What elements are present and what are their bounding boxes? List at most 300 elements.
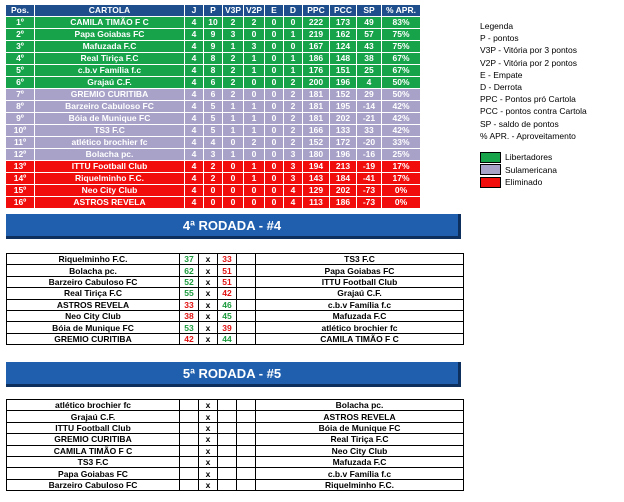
standings-cell: 0: [265, 113, 284, 125]
standings-cell: 0: [265, 185, 284, 197]
standings-cell: 42%: [382, 113, 421, 125]
standings-row: [6, 125, 421, 137]
standings-cell: 181: [303, 101, 330, 113]
standings-cell: 5: [204, 125, 223, 137]
standings-cell: 3: [244, 41, 265, 53]
vs-separator: x: [199, 479, 218, 490]
standings-header-cell: CARTOLA: [35, 5, 185, 17]
legend-swatch: [480, 164, 501, 175]
standings-cell: 3: [284, 161, 303, 173]
vs-separator: x: [199, 468, 218, 479]
standings-cell: 4: [185, 161, 204, 173]
standings-cell: 4: [204, 137, 223, 149]
away-team: Grajaú C.F.: [256, 288, 464, 299]
standings-cell: 1: [223, 125, 244, 137]
standings-cell: 67%: [382, 65, 421, 77]
standings-cell: 1: [244, 161, 265, 173]
standings-cell: 43: [357, 41, 382, 53]
standings-cell: Riquelminho F.C.: [35, 173, 185, 185]
standings-cell: 129: [303, 185, 330, 197]
legend-item: V3P - Vitória por 3 pontos: [480, 45, 578, 56]
round4-games-table: [6, 253, 464, 345]
legend-color-label: Eliminado: [505, 177, 543, 188]
away-team: Papa Goiabas FC: [256, 265, 464, 276]
legend-swatch: [480, 152, 501, 163]
standings-cell: 0: [265, 29, 284, 41]
standings-cell: -19: [357, 161, 382, 173]
standings-cell: 2: [284, 101, 303, 113]
home-score: 33: [180, 299, 199, 310]
standings-cell: 172: [330, 137, 357, 149]
standings-cell: 2: [223, 17, 244, 29]
home-score: [180, 434, 199, 445]
standings-cell: Barzeiro Cabuloso FC: [35, 101, 185, 113]
legend-color-row: [480, 176, 557, 189]
standings-cell: 196: [330, 149, 357, 161]
standings-header-row: [6, 5, 421, 17]
game-row: [7, 456, 464, 467]
standings-cell: -14: [357, 101, 382, 113]
standings-cell: 4: [185, 65, 204, 77]
away-team: TS3 F.C: [256, 254, 464, 265]
legend-color-row: [480, 164, 557, 177]
standings-cell: 2: [223, 65, 244, 77]
home-score: [180, 411, 199, 422]
away-team: Neo City Club: [256, 445, 464, 456]
standings-cell: 222: [303, 17, 330, 29]
standings-cell: 10º: [6, 125, 35, 137]
standings-cell: -73: [357, 185, 382, 197]
standings-cell: 0: [284, 17, 303, 29]
standings-cell: 173: [330, 17, 357, 29]
standings-cell: 202: [330, 185, 357, 197]
spacer-cell: [237, 422, 256, 433]
round4-banner: 4ª RODADA - #4: [6, 214, 461, 239]
home-score: 53: [180, 322, 199, 333]
standings-cell: 0: [265, 173, 284, 185]
standings-cell: 1: [223, 113, 244, 125]
away-score: 33: [218, 254, 237, 265]
standings-cell: 0: [265, 101, 284, 113]
spacer-cell: [237, 400, 256, 411]
standings-cell: 186: [303, 53, 330, 65]
game-row: [7, 468, 464, 479]
standings-cell: 4º: [6, 53, 35, 65]
standings-row: [6, 173, 421, 185]
standings-cell: c.b.v Família f.c: [35, 65, 185, 77]
standings-header-cell: P: [204, 5, 223, 17]
standings-cell: -73: [357, 197, 382, 209]
vs-separator: x: [199, 411, 218, 422]
standings-cell: 0: [265, 137, 284, 149]
spacer-cell: [237, 479, 256, 490]
standings-cell: 195: [330, 101, 357, 113]
spacer-cell: [237, 265, 256, 276]
standings-cell: 9º: [6, 113, 35, 125]
spacer-cell: [237, 411, 256, 422]
standings-cell: 113: [303, 197, 330, 209]
standings-cell: 50%: [382, 89, 421, 101]
standings-cell: 2: [204, 161, 223, 173]
standings-cell: Bolacha pc.: [35, 149, 185, 161]
standings-header-cell: PPC: [303, 5, 330, 17]
standings-row: [6, 185, 421, 197]
standings-cell: 4: [185, 185, 204, 197]
legend-item: D - Derrota: [480, 82, 523, 93]
standings-cell: 0: [244, 197, 265, 209]
standings-cell: 4: [185, 29, 204, 41]
standings-cell: -20: [357, 137, 382, 149]
standings-cell: 2: [223, 53, 244, 65]
standings-cell: 38: [357, 53, 382, 65]
standings-cell: 67%: [382, 53, 421, 65]
standings-cell: 162: [330, 29, 357, 41]
vs-separator: x: [199, 288, 218, 299]
standings-cell: 0: [204, 197, 223, 209]
game-row: [7, 310, 464, 321]
standings-cell: 3: [223, 29, 244, 41]
standings-cell: 2: [244, 137, 265, 149]
standings-cell: 3: [204, 149, 223, 161]
legend-item: PCC - pontos contra Cartola: [480, 106, 587, 117]
standings-cell: 1: [244, 101, 265, 113]
vs-separator: x: [199, 265, 218, 276]
standings-cell: 4: [185, 101, 204, 113]
away-team: CAMILA TIMÃO F C: [256, 333, 464, 344]
standings-cell: Mafuzada F.C: [35, 41, 185, 53]
standings-cell: 143: [303, 173, 330, 185]
standings-cell: 5º: [6, 65, 35, 77]
standings-header-cell: PCC: [330, 5, 357, 17]
away-team: Mafuzada F.C: [256, 310, 464, 321]
away-team: Bóia de Munique FC: [256, 422, 464, 433]
standings-cell: 1: [284, 65, 303, 77]
standings-row: [6, 65, 421, 77]
standings-header-cell: % APR.: [382, 5, 421, 17]
standings-cell: 0%: [382, 197, 421, 209]
standings-cell: 4: [185, 53, 204, 65]
standings-cell: 83%: [382, 17, 421, 29]
standings-row: [6, 149, 421, 161]
standings-cell: 29: [357, 89, 382, 101]
standings-cell: atlético brochier fc: [35, 137, 185, 149]
standings-cell: ASTROS REVELA: [35, 197, 185, 209]
standings-cell: 1: [244, 53, 265, 65]
away-team: Bolacha pc.: [256, 400, 464, 411]
away-score: [218, 411, 237, 422]
standings-cell: 2: [284, 137, 303, 149]
standings-header-cell: D: [284, 5, 303, 17]
home-score: 37: [180, 254, 199, 265]
standings-cell: 7º: [6, 89, 35, 101]
standings-cell: 4: [185, 41, 204, 53]
standings-cell: 151: [330, 65, 357, 77]
home-score: 55: [180, 288, 199, 299]
standings-header-cell: V3P: [223, 5, 244, 17]
standings-cell: 2: [244, 17, 265, 29]
standings-cell: 2º: [6, 29, 35, 41]
standings-cell: 12º: [6, 149, 35, 161]
standings-cell: 4: [284, 185, 303, 197]
standings-cell: 75%: [382, 41, 421, 53]
standings-cell: 16º: [6, 197, 35, 209]
standings-cell: 1: [284, 53, 303, 65]
standings-cell: 0: [204, 185, 223, 197]
standings-row: [6, 113, 421, 125]
home-team: CAMILA TIMÃO F C: [7, 445, 180, 456]
standings-cell: 1: [244, 65, 265, 77]
standings-cell: 1: [244, 173, 265, 185]
standings-cell: 0: [265, 77, 284, 89]
game-row: [7, 479, 464, 490]
standings-header-cell: E: [265, 5, 284, 17]
standings-cell: 202: [330, 113, 357, 125]
standings-cell: 166: [303, 125, 330, 137]
standings-row: [6, 77, 421, 89]
away-team: c.b.v Família f.c: [256, 299, 464, 310]
standings-cell: 167: [303, 41, 330, 53]
standings-table: [5, 4, 421, 209]
legend-item: E - Empate: [480, 69, 523, 80]
game-row: [7, 333, 464, 344]
standings-cell: Real Tiriça F.C: [35, 53, 185, 65]
standings-cell: 181: [303, 113, 330, 125]
standings-cell: 2: [223, 77, 244, 89]
standings-cell: 0: [223, 197, 244, 209]
standings-cell: 1: [244, 113, 265, 125]
home-score: [180, 468, 199, 479]
standings-cell: 10: [204, 17, 223, 29]
standings-cell: 0: [265, 17, 284, 29]
standings-cell: 0: [244, 29, 265, 41]
home-team: GREMIO CURITIBA: [7, 434, 180, 445]
standings-cell: 186: [330, 197, 357, 209]
home-score: 62: [180, 265, 199, 276]
legend-colors: [480, 151, 557, 189]
standings-cell: 133: [330, 125, 357, 137]
legend-item: % APR. - Aproveitamento: [480, 130, 576, 141]
away-score: [218, 422, 237, 433]
away-score: [218, 456, 237, 467]
standings-cell: 8: [204, 53, 223, 65]
away-score: [218, 479, 237, 490]
standings-row: [6, 137, 421, 149]
standings-cell: 0: [265, 41, 284, 53]
standings-row: [6, 101, 421, 113]
standings-cell: 4: [185, 89, 204, 101]
home-score: [180, 422, 199, 433]
standings-row: [6, 29, 421, 41]
legend: [480, 20, 587, 142]
standings-cell: 4: [185, 17, 204, 29]
home-team: Bóia de Munique FC: [7, 322, 180, 333]
standings-cell: 0: [223, 137, 244, 149]
standings-header-cell: V2P: [244, 5, 265, 17]
away-team: atlético brochier fc: [256, 322, 464, 333]
standings-cell: 1: [223, 101, 244, 113]
standings-cell: 0: [223, 173, 244, 185]
standings-cell: 13º: [6, 161, 35, 173]
standings-cell: 2: [284, 125, 303, 137]
standings-cell: 176: [303, 65, 330, 77]
standings-cell: 213: [330, 161, 357, 173]
standings-cell: 4: [185, 137, 204, 149]
standings-cell: 0: [265, 149, 284, 161]
standings-cell: 3º: [6, 41, 35, 53]
standings-cell: 124: [330, 41, 357, 53]
standings-cell: 200: [303, 77, 330, 89]
standings-cell: 1: [244, 125, 265, 137]
standings-cell: TS3 F.C: [35, 125, 185, 137]
home-team: Riquelminho F.C.: [7, 254, 180, 265]
standings-cell: 196: [330, 77, 357, 89]
vs-separator: x: [199, 299, 218, 310]
away-score: [218, 434, 237, 445]
away-team: Riquelminho F.C.: [256, 479, 464, 490]
spacer-cell: [237, 288, 256, 299]
standings-cell: -21: [357, 113, 382, 125]
standings-cell: 1º: [6, 17, 35, 29]
standings-cell: 75%: [382, 29, 421, 41]
home-score: 52: [180, 276, 199, 287]
standings-header-cell: Pos.: [6, 5, 35, 17]
away-team: Real Tiriça F.C: [256, 434, 464, 445]
standings-cell: 6: [204, 89, 223, 101]
standings-cell: 2: [284, 77, 303, 89]
away-score: [218, 400, 237, 411]
standings-cell: 8º: [6, 101, 35, 113]
spacer-cell: [237, 468, 256, 479]
standings-cell: 4: [185, 173, 204, 185]
standings-cell: -41: [357, 173, 382, 185]
game-row: [7, 288, 464, 299]
standings-cell: 184: [330, 173, 357, 185]
home-team: ITTU Football Club: [7, 422, 180, 433]
standings-cell: 0: [265, 89, 284, 101]
standings-cell: CAMILA TIMÃO F C: [35, 17, 185, 29]
standings-cell: 2: [204, 173, 223, 185]
home-score: [180, 400, 199, 411]
standings-cell: 4: [357, 77, 382, 89]
standings-cell: 17%: [382, 161, 421, 173]
standings-cell: Grajaú C.F.: [35, 77, 185, 89]
away-team: ASTROS REVELA: [256, 411, 464, 422]
game-row: [7, 254, 464, 265]
away-score: 46: [218, 299, 237, 310]
standings-cell: 3: [284, 149, 303, 161]
standings-cell: 0: [244, 149, 265, 161]
vs-separator: x: [199, 310, 218, 321]
standings-cell: 50%: [382, 77, 421, 89]
legend-color-label: Libertadores: [505, 152, 553, 163]
standings-cell: 0: [284, 41, 303, 53]
game-row: [7, 276, 464, 287]
standings-cell: 8: [204, 65, 223, 77]
standings-cell: 42%: [382, 125, 421, 137]
standings-cell: 4: [185, 197, 204, 209]
game-row: [7, 265, 464, 276]
standings-cell: 42%: [382, 101, 421, 113]
game-row: [7, 299, 464, 310]
home-score: [180, 479, 199, 490]
game-row: [7, 422, 464, 433]
standings-row: [6, 17, 421, 29]
away-score: 44: [218, 333, 237, 344]
standings-cell: 0%: [382, 185, 421, 197]
game-row: [7, 434, 464, 445]
legend-item: P - pontos: [480, 33, 519, 44]
standings-cell: 0: [244, 89, 265, 101]
standings-cell: 4: [284, 197, 303, 209]
home-team: ASTROS REVELA: [7, 299, 180, 310]
standings-cell: 194: [303, 161, 330, 173]
away-team: c.b.v Família f.c: [256, 468, 464, 479]
standings-cell: Bóia de Munique FC: [35, 113, 185, 125]
spacer-cell: [237, 322, 256, 333]
game-row: [7, 445, 464, 456]
standings-cell: 14º: [6, 173, 35, 185]
spacer-cell: [237, 276, 256, 287]
vs-separator: x: [199, 445, 218, 456]
standings-cell: 152: [330, 89, 357, 101]
vs-separator: x: [199, 276, 218, 287]
home-team: Barzeiro Cabuloso FC: [7, 479, 180, 490]
standings-row: [6, 161, 421, 173]
away-score: 51: [218, 276, 237, 287]
standings-cell: 6º: [6, 77, 35, 89]
spacer-cell: [237, 299, 256, 310]
away-team: ITTU Football Club: [256, 276, 464, 287]
standings-cell: 0: [223, 185, 244, 197]
standings-cell: 0: [265, 53, 284, 65]
home-score: [180, 456, 199, 467]
standings-cell: 2: [284, 89, 303, 101]
legend-item: PPC - Pontos pró Cartola: [480, 94, 576, 105]
standings-cell: 1: [223, 149, 244, 161]
away-team: Mafuzada F.C: [256, 456, 464, 467]
standings-row: [6, 41, 421, 53]
standings-cell: 15º: [6, 185, 35, 197]
legend-item: SP - saldo de pontos: [480, 118, 559, 129]
standings-cell: 2: [284, 113, 303, 125]
standings-row: [6, 197, 421, 209]
legend-color-row: [480, 151, 557, 164]
standings-cell: 0: [265, 65, 284, 77]
round5-games-table: [6, 399, 464, 491]
home-score: 38: [180, 310, 199, 321]
standings-row: [6, 89, 421, 101]
away-score: 39: [218, 322, 237, 333]
vs-separator: x: [199, 400, 218, 411]
away-score: 42: [218, 288, 237, 299]
spacer-cell: [237, 434, 256, 445]
standings-cell: ITTU Football Club: [35, 161, 185, 173]
vs-separator: x: [199, 322, 218, 333]
game-row: [7, 400, 464, 411]
vs-separator: x: [199, 434, 218, 445]
standings-cell: 25%: [382, 149, 421, 161]
spacer-cell: [237, 310, 256, 321]
home-team: Real Tiriça F.C: [7, 288, 180, 299]
standings-cell: Neo City Club: [35, 185, 185, 197]
standings-cell: 4: [185, 113, 204, 125]
home-score: [180, 445, 199, 456]
standings-cell: 4: [185, 149, 204, 161]
standings-cell: 1: [284, 29, 303, 41]
home-team: TS3 F.C: [7, 456, 180, 467]
standings-cell: 0: [223, 161, 244, 173]
standings-cell: 2: [223, 89, 244, 101]
